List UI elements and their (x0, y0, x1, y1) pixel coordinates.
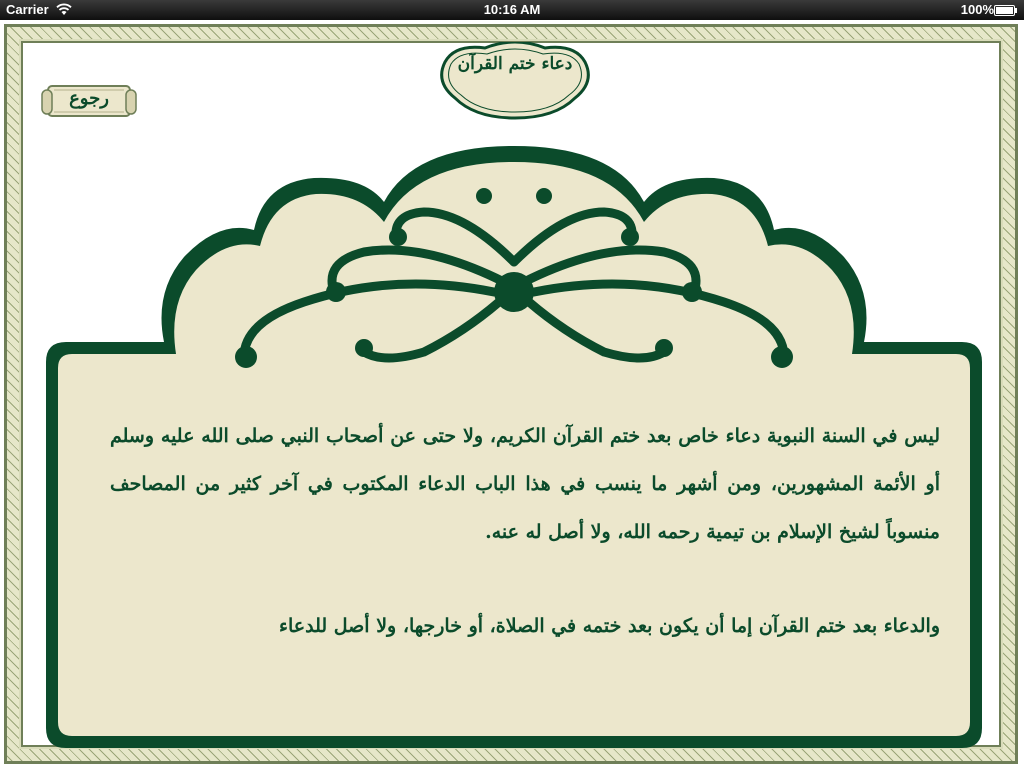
page (0, 20, 1024, 768)
battery-percentage: 100% (960, 2, 994, 17)
back-button-label: رجوع (69, 88, 109, 109)
status-bar (0, 0, 1024, 20)
battery-icon (994, 5, 1018, 16)
paragraph: والدعاء بعد ختم القرآن إما أن يكون بعد ختمه في الصلاة، أو خارجها، ولا أصل للدعاء (279, 615, 940, 637)
clock: 10:16 AM (483, 2, 541, 17)
back-button[interactable] (40, 82, 138, 120)
article-text (110, 412, 940, 650)
carrier-label: Carrier (6, 2, 49, 17)
page-title: دعاء ختم القرآن (457, 54, 573, 74)
paragraph: ليس في السنة النبوية دعاء خاص بعد ختم القرآن الكريم، ولا حتى عن أصحاب النبي صلى الله عليه وسلم أو الأئمة المشهورين، ومن أشهر ما ينسب في هذا الباب الدعاء المكتوب في آخر كثير من المصاحف منسوباً لشيخ الإسلام بن تيمية رحمه الله، ولا أصل له عنه. (110, 425, 940, 543)
